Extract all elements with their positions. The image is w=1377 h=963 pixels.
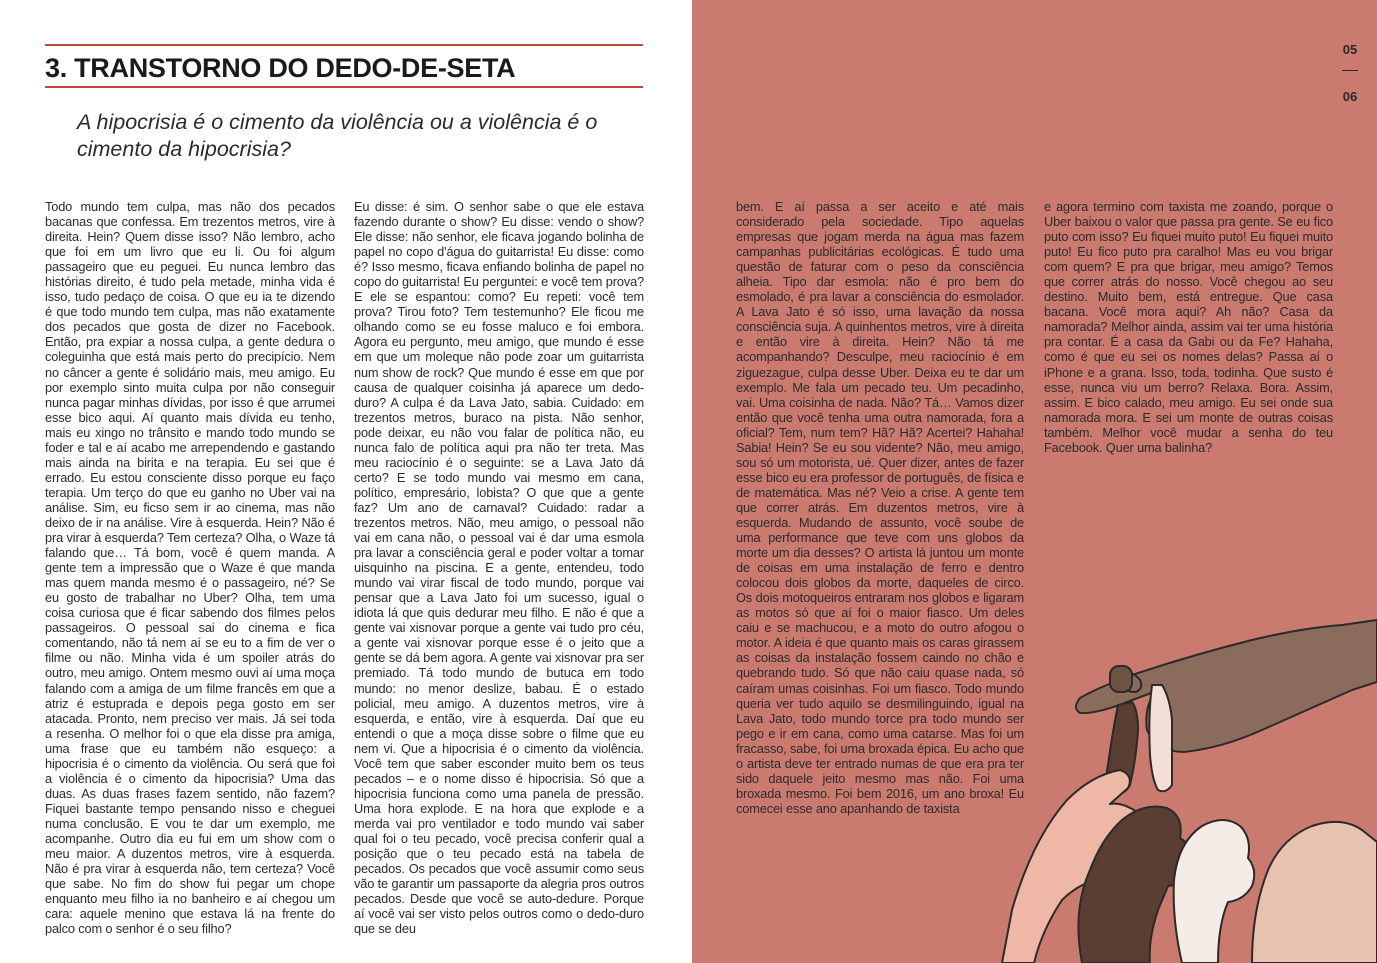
text-column-4: e agora termino com taxista me zoando, porque o Uber baixou o valor que passa pra gente. Se eu fico puto com isso? Eu fiquei muito puto! Eu fiquei muito puto! Eu fico puto pra caralho! Mas eu vou brigar com quem? E pra que brigar, meu amigo? Temos que correr atrás do nosso. Você chegou ao seu destino. Muito bem, está entregue. Que casa bacana. Você mora aqui? Ah não? Casa da namorada? Melhor ainda, assim vai ter uma história pra contar. É a casa da Gabi ou da Fe? Hahaha, como é que eu sei os nomes delas? Passa aí o iPhone e a grana. Isso, toda, todinha. Que susto é esse, nunca viu um berro? Relaxa. Bora. Assim, assim. E bico calado, meu amigo. Eu sei onde sua namorada mora. E sei um monte de outras coisas também. Melhor você mudar a senha do teu Facebook. Quer uma balinha? (1044, 199, 1333, 455)
chapter-subtitle: A hipocrisia é o cimento da violência ou a violência é o cimento da hipocrisia? (77, 110, 598, 161)
page-number-left: 05 (1342, 42, 1358, 57)
text-column-3: bem. E aí passa a ser aceito e até mais considerado pela sociedade. Tipo aquelas empresas que jogam merda na água mas fazem campanhas publicitárias ecológicas. É tudo uma questão de faturar com o peso da consciência alheia. Tipo dar esmola: não é pro bem do esmolado, é pra lavar a consciência do esmolador. A Lava Jato é só isso, uma lavação da nossa consciência suja. A quinhentos metros, vire à direita e então vire à direita. Hein? Não tá me acompanhando? Desculpe, meu raciocínio é em ziguezague, culpa desse Uber. Deixa eu te dar um exemplo. Me fala um pecado teu. Um pecadinho, vai. Uma coisinha de nada. Não? Tá… Vamos dizer então que você tenha uma outra namorada, fora a oficial? Tem, num tem? Hã? Hã? Acertei? Hahaha! Sabia! Hein? Se eu sou vidente? Não, meu amigo, sou só um motorista, ué. Quer dizer, antes de fazer esse bico eu era professor de português, de física e de matemática. Mas né? Veio a crise. A gente tem que correr atrás. Em duzentos metros, vire à esquerda. Mudando de assunto, você soube de uma performance que teve com uns globos da morte um dia desses? O artista lá juntou um monte de coisas em uma instalação de ferro e dentro colocou dois globos da morte, daqueles de circo. Os dois motoqueiros entraram nos globos e ligaram as motos só que aí foi o maior fiasco. Um deles caiu e se machucou, e a moto do outro afogou o motor. A ideia é que quanto mais os caras girassem as coisas da instalação fossem caindo no chão e quebrando tudo. Só que não caiu quase nada, só caíram umas coisinhas. Foi um fiasco. Todo mundo queria ver tudo aquilo se desmilinguindo, igual na Lava Jato, todo mundo torce pra todo mundo ser pego e ir em cana, como uma catarse. Mas foi um fracasso, sabe, foi uma broxada épica. Eu acho que o artista deve ter entrado numas de que era pra ter sido daquele jeito mesmo mas não. Foi uma broxada mesmo. Foi bem 2016, um ano broxa! Eu comecei esse ano apanhando de taxista (736, 199, 1024, 816)
title-rule-top (45, 44, 643, 46)
page-number-divider (1342, 70, 1358, 71)
text-column-1: Todo mundo tem culpa, mas não dos pecados bacanas que confessa. Em trezentos metros, vire à direita. Hein? Quem disse isso? Não lembro, acho que foi em um livro que eu li. Ou foi algum passageiro que eu peguei. Eu nunca lembro das histórias direito, é tudo pela metade, minha vida é isso, tudo pedaço de coisa. O que eu ia te dizendo é que todo mundo tem culpa, mas não exatamente dos pecados que gosta de dizer no Facebook. Então, pra expiar a nossa culpa, a gente dedura o coleguinha que está mais perto do precipício. Nem no câncer a gente é solidário mais, meu amigo. Eu por exemplo sinto muita culpa por não conseguir nunca pagar minhas dívidas, por isso é que arrumei esse bico aqui. Aí quanto mais dívida eu tenho, mais eu xingo no trânsito e mando todo mundo se foder e tal e aí acabo me arrependendo e gastando mais ainda na birita e na terapia. Eu sei que é errado. Eu estou consciente disso porque eu faço terapia. Um terço do que eu ganho no Uber vai na análise. Sim, eu ficso sem ir ao cinema, mas não deixo de ir na análise. Vire à esquerda. Hein? Não é pra virar à esquerda? Tem certeza? Olha, o Waze tá falando que… Tá bom, você é quem manda. A gente tem a impressão que o Waze é que manda mas quem manda mesmo é o passageiro, né? Se eu gosto de trabalhar no Uber? Olha, tem uma coisa curiosa que é ficar sabendo dos filmes pelos passageiros. O pessoal sai do cinema e fica comentando, não tá nem aí se eu to a fim de ver o filme ou não. Minha vida é um spoiler atrás do outro, meu amigo. Ontem mesmo ouvi aí uma moça falando com a amiga de um filme francês em que a atriz é estuprada e depois pega gosto em ser atacada. Pronto, nem preciso ver mais. Já sei toda a resenha. O melhor foi o que ela disse pra amiga, uma frase que eu também não esqueço: a hipocrisia é o cimento da violência. Ou será que foi a violência é o cimento da hipocrisia? Uma das duas. As duas frases fazem sentido, não fazem? Fiquei bastante tempo pensando nisso e cheguei numa conclusão. E vou te dar um exemplo, me acompanhe. Outro dia eu fui em um show com o meu maior. A duzentos metros, vire à esquerda. Não é pra virar à esquerda não, tem certeza? Você que sabe. No fim do show fui pegar um chope enquanto meu filho ia no banheiro e aí chegou um cara: aquele menino que estava lá na frente do palco com o senhor é o seu filho? (45, 199, 335, 937)
text-column-2: Eu disse: é sim. O senhor sabe o que ele estava fazendo durante o show? Eu disse: vendo o show? Ele disse: não senhor, ele ficava jogando bolinha de papel no copo d'água do guitarrista! Eu disse: como é? Isso mesmo, ficava enfiando bolinha de papel no copo do guitarrista! Eu perguntei: e você tem prova? E ele se espantou: como? Eu repeti: você tem prova? Tirou foto? Tem testemunho? Ele ficou me olhando como se eu fosse maluco e foi embora. Agora eu pergunto, meu amigo, que mundo é esse em que um moleque não pode zoar um guitarrista num show de rock? Que mundo é esse em que por causa de qualquer coisinha já aparece um dedo-duro? A culpa é da Lava Jato, sabia. Cuidado: em trezentos metros, buraco na pista. Não senhor, pode deixar, eu não vou falar de política não, eu nunca falo de política aqui pra não ter treta. Mas meu raciocínio é o seguinte: se a Lava Jato dá certo? E se todo mundo vai mesmo em cana, político, empresário, lobista? O que que a gente faz? Um ano de carnaval? Cuidado: radar a trezentos metros. Não, meu amigo, o pessoal não vai em cana não, o pessoal vai é dar uma esmola pra lavar a consciência geral e poder voltar a tomar uisquinho na piscina. E a gente, entendeu, todo mundo vai virar fiscal de todo mundo, porque vai pensar que a Lava Jato foi um sucesso, igual o idiota lá que quis dedurar meu filho. E não é que a gente vai xisnovar porque a gente vai tudo pro céu, a gente vai xisnovar porque esse é o jeito que a gente se dá bem agora. A gente vai xisnovar pra ser premiado. Tá todo mundo de butuca em todo mundo: no menor deslize, babau. É o estado policial, meu amigo. A duzentos metros, vire à esquerda, e então, vire à esquerda. Daí que eu entendi o que a moça disse sobre o filme que eu nem vi. Que a hipocrisia é o cimento da violência. Você tem que saber esconder muito bem os teus pecados – e o nome disso é hipocrisia. Só que a hipocrisia funciona como uma panela de pressão. Uma hora explode. E na hora que explode e a merda vai pro ventilador e todo mundo vai saber qual foi o teu pecado, você precisa conferir qual a posição que o teu pecado está na tabela de pecados. Os pecados que você assumir como seus vão te garantir um passaporte da alegria pros outros pecados. Desde que você se auto-dedure. Porque aí você vai ser visto pelos outros como o dedo-duro que se deu (354, 199, 644, 937)
page-number-right: 06 (1342, 89, 1358, 104)
right-page (692, 0, 1377, 963)
hands-pointing-icon (922, 580, 1377, 963)
chapter-title: 3. TRANSTORNO DO DEDO-DE-SETA (45, 53, 516, 83)
title-rule-bottom (45, 86, 643, 88)
